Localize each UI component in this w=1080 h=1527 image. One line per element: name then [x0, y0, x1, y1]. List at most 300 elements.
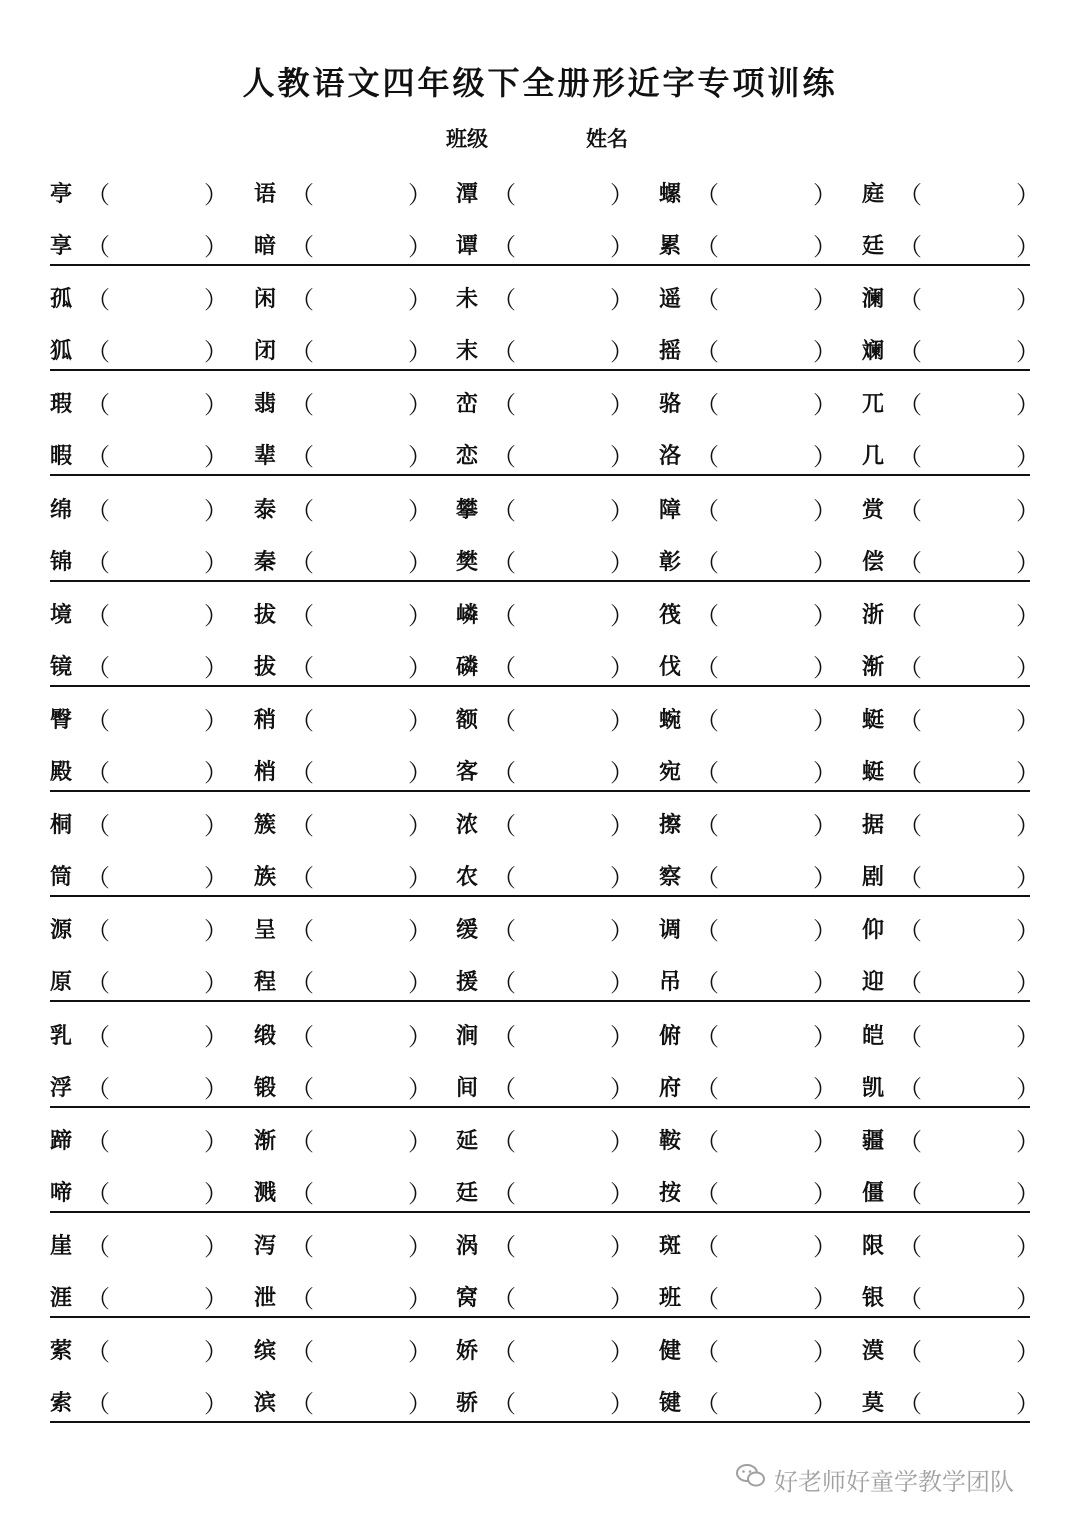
char-cell [50, 1382, 228, 1422]
paren-open: （ [86, 1338, 110, 1367]
class-label: 班级 [446, 126, 488, 151]
paren-open: （ [898, 338, 922, 367]
char-cell [50, 278, 228, 318]
char-cell [862, 751, 1040, 791]
paren-close: ） [1016, 653, 1040, 682]
char: 秦 [254, 548, 277, 575]
paren-open: （ [86, 759, 110, 787]
char: 狐 [50, 338, 73, 365]
char-cell [254, 1172, 432, 1212]
char-cell [456, 1067, 634, 1107]
char-row [50, 699, 1040, 739]
paren-open: （ [695, 286, 719, 315]
paren-open: （ [290, 548, 314, 577]
char-cell [254, 1330, 432, 1370]
paren-open: （ [492, 601, 516, 630]
paren-open: （ [86, 233, 110, 261]
char: 滨 [254, 1390, 277, 1417]
paren-open: （ [290, 1179, 314, 1208]
paren-close: ） [1016, 286, 1040, 315]
paren-close: ） [204, 917, 228, 946]
paren-open: （ [898, 864, 922, 893]
char: 末 [456, 338, 479, 365]
char: 漠 [862, 1338, 885, 1365]
char: 涡 [456, 1233, 479, 1259]
paren-close: ） [610, 181, 634, 209]
char: 疆 [862, 1127, 885, 1154]
char-pair-row [50, 1225, 1040, 1331]
paren-close: ） [204, 1022, 228, 1051]
char: 瑕 [50, 391, 73, 418]
paren-close: ） [813, 1022, 837, 1051]
paren-close: ） [813, 864, 837, 893]
char-cell [254, 1120, 432, 1160]
char: 缓 [456, 917, 479, 944]
paren-open: （ [290, 653, 314, 682]
char-row [50, 646, 1040, 686]
paren-close: ） [813, 286, 837, 315]
char-cell [50, 699, 228, 739]
char: 庭 [862, 181, 885, 207]
paren-close: ） [204, 391, 228, 420]
char-cell [659, 1120, 837, 1160]
paren-open: （ [86, 1074, 110, 1103]
char-pair-row [50, 278, 1040, 384]
char-row [50, 330, 1040, 370]
char: 涯 [50, 1285, 73, 1311]
char-cell [254, 1277, 432, 1317]
paren-close: ） [813, 181, 837, 209]
char-cell [50, 646, 228, 686]
char: 间 [456, 1074, 479, 1101]
char-cell [659, 856, 837, 896]
char-row [50, 1120, 1040, 1160]
paren-close: ） [1016, 1074, 1040, 1103]
paren-open: （ [290, 1074, 314, 1103]
char-cell [659, 383, 837, 423]
char: 稍 [254, 707, 277, 733]
char-pair-row [50, 594, 1040, 700]
char: 锻 [254, 1074, 277, 1101]
paren-open: （ [898, 1179, 922, 1208]
char: 额 [456, 707, 479, 733]
paren-open: （ [86, 548, 110, 577]
paren-open: （ [290, 1338, 314, 1367]
char-row [50, 804, 1040, 844]
char-cell [254, 856, 432, 896]
paren-close: ） [813, 548, 837, 577]
paren-open: （ [898, 496, 922, 525]
paren-open: （ [898, 1022, 922, 1051]
char-cell [659, 804, 837, 844]
paren-close: ） [1016, 759, 1040, 787]
paren-open: （ [695, 1074, 719, 1103]
char-cell [50, 856, 228, 896]
paren-close: ） [408, 707, 432, 735]
paren-close: ） [610, 1074, 634, 1103]
char-row [50, 225, 1040, 265]
char-cell [254, 594, 432, 634]
paren-open: （ [86, 812, 110, 841]
char-row [50, 1015, 1040, 1055]
char-cell [659, 699, 837, 739]
paren-open: （ [695, 707, 719, 735]
char: 啼 [50, 1179, 73, 1206]
paren-open: （ [695, 181, 719, 209]
wechat-icon [736, 1463, 766, 1489]
paren-open: （ [290, 1390, 314, 1419]
char-cell [862, 278, 1040, 318]
char: 伐 [659, 653, 682, 680]
char: 拔 [254, 601, 277, 628]
paren-open: （ [86, 1179, 110, 1208]
paren-close: ） [204, 496, 228, 525]
char-pair-row [50, 1120, 1040, 1226]
paren-close: ） [813, 1074, 837, 1103]
paren-close: ） [204, 969, 228, 998]
char-cell [862, 594, 1040, 634]
paren-close: ） [408, 917, 432, 946]
char: 蜓 [862, 759, 885, 785]
paren-close: ） [408, 1338, 432, 1367]
char: 亭 [50, 181, 73, 207]
char: 摇 [659, 338, 682, 365]
paren-close: ） [610, 969, 634, 998]
paren-close: ） [204, 1179, 228, 1208]
char-cell [50, 489, 228, 529]
char: 凯 [862, 1074, 885, 1101]
char-cell [659, 1015, 837, 1055]
char-row [50, 1382, 1040, 1422]
char-cell [456, 489, 634, 529]
char-cell [456, 699, 634, 739]
char: 僵 [862, 1179, 885, 1206]
paren-open: （ [86, 338, 110, 367]
page-title: 人教语文四年级下全册形近字专项训练 [242, 64, 838, 102]
paren-open: （ [86, 496, 110, 525]
paren-open: （ [492, 1127, 516, 1156]
paren-open: （ [492, 917, 516, 946]
char-cell [862, 804, 1040, 844]
char-pair-row [50, 909, 1040, 1015]
paren-close: ） [1016, 443, 1040, 472]
char: 银 [862, 1285, 885, 1311]
paren-open: （ [290, 443, 314, 472]
paren-close: ） [204, 653, 228, 682]
paren-open: （ [695, 338, 719, 367]
paren-open: （ [290, 233, 314, 261]
paren-open: （ [492, 443, 516, 472]
paren-open: （ [290, 812, 314, 841]
paren-close: ） [813, 1233, 837, 1261]
char: 缤 [254, 1338, 277, 1365]
char-cell [862, 435, 1040, 475]
char-cell [50, 961, 228, 1001]
char-cell [862, 1330, 1040, 1370]
char: 娇 [456, 1338, 479, 1365]
char-pair-row [50, 804, 1040, 910]
char: 萦 [50, 1338, 73, 1365]
char: 窝 [456, 1285, 479, 1311]
paren-open: （ [86, 1022, 110, 1051]
watermark: 好老师好童学教学团队 [774, 1468, 1014, 1496]
paren-open: （ [492, 1338, 516, 1367]
paren-open: （ [695, 917, 719, 946]
char-cell [456, 909, 634, 949]
paren-open: （ [695, 1022, 719, 1051]
paren-close: ） [204, 1074, 228, 1103]
char-cell [659, 489, 837, 529]
char-cell [456, 225, 634, 265]
char: 宛 [659, 759, 682, 785]
paren-close: ） [204, 548, 228, 577]
paren-open: （ [492, 1179, 516, 1208]
paren-open: （ [695, 1390, 719, 1419]
char-cell [50, 1067, 228, 1107]
paren-close: ） [408, 181, 432, 209]
char: 攀 [456, 496, 479, 523]
char-cell [862, 1067, 1040, 1107]
paren-close: ） [1016, 1285, 1040, 1313]
paren-close: ） [204, 1390, 228, 1419]
paren-open: （ [898, 1390, 922, 1419]
paren-close: ） [813, 443, 837, 472]
paren-close: ） [813, 707, 837, 735]
char: 吊 [659, 969, 682, 996]
paren-close: ） [813, 1390, 837, 1419]
char-cell [50, 330, 228, 370]
char-cell [456, 856, 634, 896]
paren-close: ） [408, 286, 432, 315]
paren-close: ） [408, 1127, 432, 1156]
paren-open: （ [86, 864, 110, 893]
paren-open: （ [86, 707, 110, 735]
paren-close: ） [813, 1127, 837, 1156]
paren-open: （ [492, 233, 516, 261]
char: 渐 [862, 653, 885, 680]
paren-open: （ [492, 707, 516, 735]
char: 斓 [862, 338, 885, 365]
char-row [50, 909, 1040, 949]
char-row [50, 594, 1040, 634]
paren-open: （ [290, 1285, 314, 1313]
char-cell [456, 383, 634, 423]
char-cell [456, 646, 634, 686]
paren-open: （ [86, 286, 110, 315]
char: 调 [659, 917, 682, 944]
paren-open: （ [492, 1022, 516, 1051]
paren-open: （ [898, 917, 922, 946]
paren-close: ） [1016, 391, 1040, 420]
paren-close: ） [610, 1022, 634, 1051]
char-cell [659, 1382, 837, 1422]
name-label: 姓名 [586, 126, 628, 151]
char-cell [50, 541, 228, 581]
paren-close: ） [813, 653, 837, 682]
char: 偿 [862, 548, 885, 575]
char: 呈 [254, 917, 277, 944]
paren-close: ） [204, 601, 228, 630]
paren-open: （ [86, 917, 110, 946]
char-cell [659, 1067, 837, 1107]
char: 迎 [862, 969, 885, 996]
paren-open: （ [898, 1285, 922, 1313]
paren-open: （ [695, 391, 719, 420]
paren-open: （ [492, 391, 516, 420]
paren-close: ） [204, 1285, 228, 1313]
char-cell [659, 1225, 837, 1265]
char-cell [254, 961, 432, 1001]
char-cell [50, 435, 228, 475]
char-cell [254, 435, 432, 475]
paren-open: （ [290, 707, 314, 735]
char: 骄 [456, 1390, 479, 1417]
char-cell [862, 1277, 1040, 1317]
paren-close: ） [408, 759, 432, 787]
char: 客 [456, 759, 479, 785]
paren-open: （ [898, 812, 922, 841]
char-cell [456, 330, 634, 370]
char: 府 [659, 1074, 682, 1101]
char-cell [50, 804, 228, 844]
paren-close: ） [610, 917, 634, 946]
paren-open: （ [695, 653, 719, 682]
paren-open: （ [492, 653, 516, 682]
char: 兀 [862, 391, 885, 418]
char-cell [254, 383, 432, 423]
char: 峦 [456, 391, 479, 418]
char-cell [659, 646, 837, 686]
paren-close: ） [610, 443, 634, 472]
paren-open: （ [898, 601, 922, 630]
char-cell [456, 173, 634, 213]
char-cell [862, 1015, 1040, 1055]
char: 享 [50, 233, 73, 259]
paren-open: （ [898, 707, 922, 735]
paren-close: ） [1016, 496, 1040, 525]
paren-close: ） [1016, 601, 1040, 630]
char-cell [254, 751, 432, 791]
paren-open: （ [695, 1338, 719, 1367]
paren-close: ） [1016, 1179, 1040, 1208]
char: 溅 [254, 1179, 277, 1206]
paren-close: ） [813, 496, 837, 525]
paren-close: ） [610, 1338, 634, 1367]
paren-open: （ [86, 1127, 110, 1156]
paren-close: ） [1016, 812, 1040, 841]
char: 闭 [254, 338, 277, 365]
paren-close: ） [204, 1338, 228, 1367]
char-cell [862, 1382, 1040, 1422]
paren-close: ） [813, 338, 837, 367]
char: 廷 [456, 1179, 479, 1206]
paren-open: （ [492, 812, 516, 841]
char: 境 [50, 601, 73, 628]
char-row [50, 1330, 1040, 1370]
char-row [50, 856, 1040, 896]
paren-open: （ [492, 864, 516, 893]
paren-close: ） [813, 1338, 837, 1367]
paren-open: （ [492, 1285, 516, 1313]
char-pair-row [50, 383, 1040, 489]
char-cell [50, 1277, 228, 1317]
char-cell [456, 804, 634, 844]
paren-open: （ [290, 864, 314, 893]
char: 翡 [254, 391, 277, 418]
paren-close: ） [813, 812, 837, 841]
paren-close: ） [1016, 1338, 1040, 1367]
char-cell [456, 1225, 634, 1265]
paren-open: （ [695, 443, 719, 472]
char: 澜 [862, 286, 885, 313]
paren-open: （ [695, 233, 719, 261]
char-cell [862, 330, 1040, 370]
char: 蜿 [659, 707, 682, 733]
paren-open: （ [492, 496, 516, 525]
char: 延 [456, 1127, 479, 1154]
paren-close: ） [610, 1285, 634, 1313]
char: 遥 [659, 286, 682, 313]
char-cell [456, 435, 634, 475]
paren-close: ） [610, 496, 634, 525]
paren-close: ） [408, 1390, 432, 1419]
paren-open: （ [290, 181, 314, 209]
paren-close: ） [408, 391, 432, 420]
paren-close: ） [813, 233, 837, 261]
paren-close: ） [204, 1233, 228, 1261]
char-cell [254, 330, 432, 370]
paren-close: ） [610, 286, 634, 315]
char-pair-row [50, 489, 1040, 595]
char: 浮 [50, 1074, 73, 1101]
paren-close: ） [610, 1390, 634, 1419]
paren-open: （ [695, 1127, 719, 1156]
paren-close: ） [1016, 1022, 1040, 1051]
paren-open: （ [695, 812, 719, 841]
paren-open: （ [86, 1390, 110, 1419]
char: 筒 [50, 864, 73, 891]
char-cell [659, 541, 837, 581]
paren-close: ） [408, 1022, 432, 1051]
char: 障 [659, 496, 682, 523]
char: 桐 [50, 812, 73, 839]
char: 语 [254, 181, 277, 207]
paren-open: （ [86, 969, 110, 998]
paren-close: ） [813, 1285, 837, 1313]
paren-close: ） [204, 1127, 228, 1156]
char-cell [862, 1172, 1040, 1212]
char-cell [50, 1330, 228, 1370]
paren-open: （ [898, 1338, 922, 1367]
char-cell [659, 278, 837, 318]
char-cell [456, 1172, 634, 1212]
char-cell [862, 856, 1040, 896]
paren-close: ） [204, 338, 228, 367]
paren-close: ） [408, 233, 432, 261]
paren-open: （ [492, 338, 516, 367]
char-cell [862, 541, 1040, 581]
char: 俯 [659, 1022, 682, 1049]
char: 潭 [456, 181, 479, 207]
paren-close: ） [408, 1074, 432, 1103]
char-cell [659, 594, 837, 634]
paren-close: ） [408, 1233, 432, 1261]
char: 彰 [659, 548, 682, 575]
char: 索 [50, 1390, 73, 1417]
char-cell [254, 173, 432, 213]
paren-close: ） [813, 759, 837, 787]
char-cell [862, 1120, 1040, 1160]
